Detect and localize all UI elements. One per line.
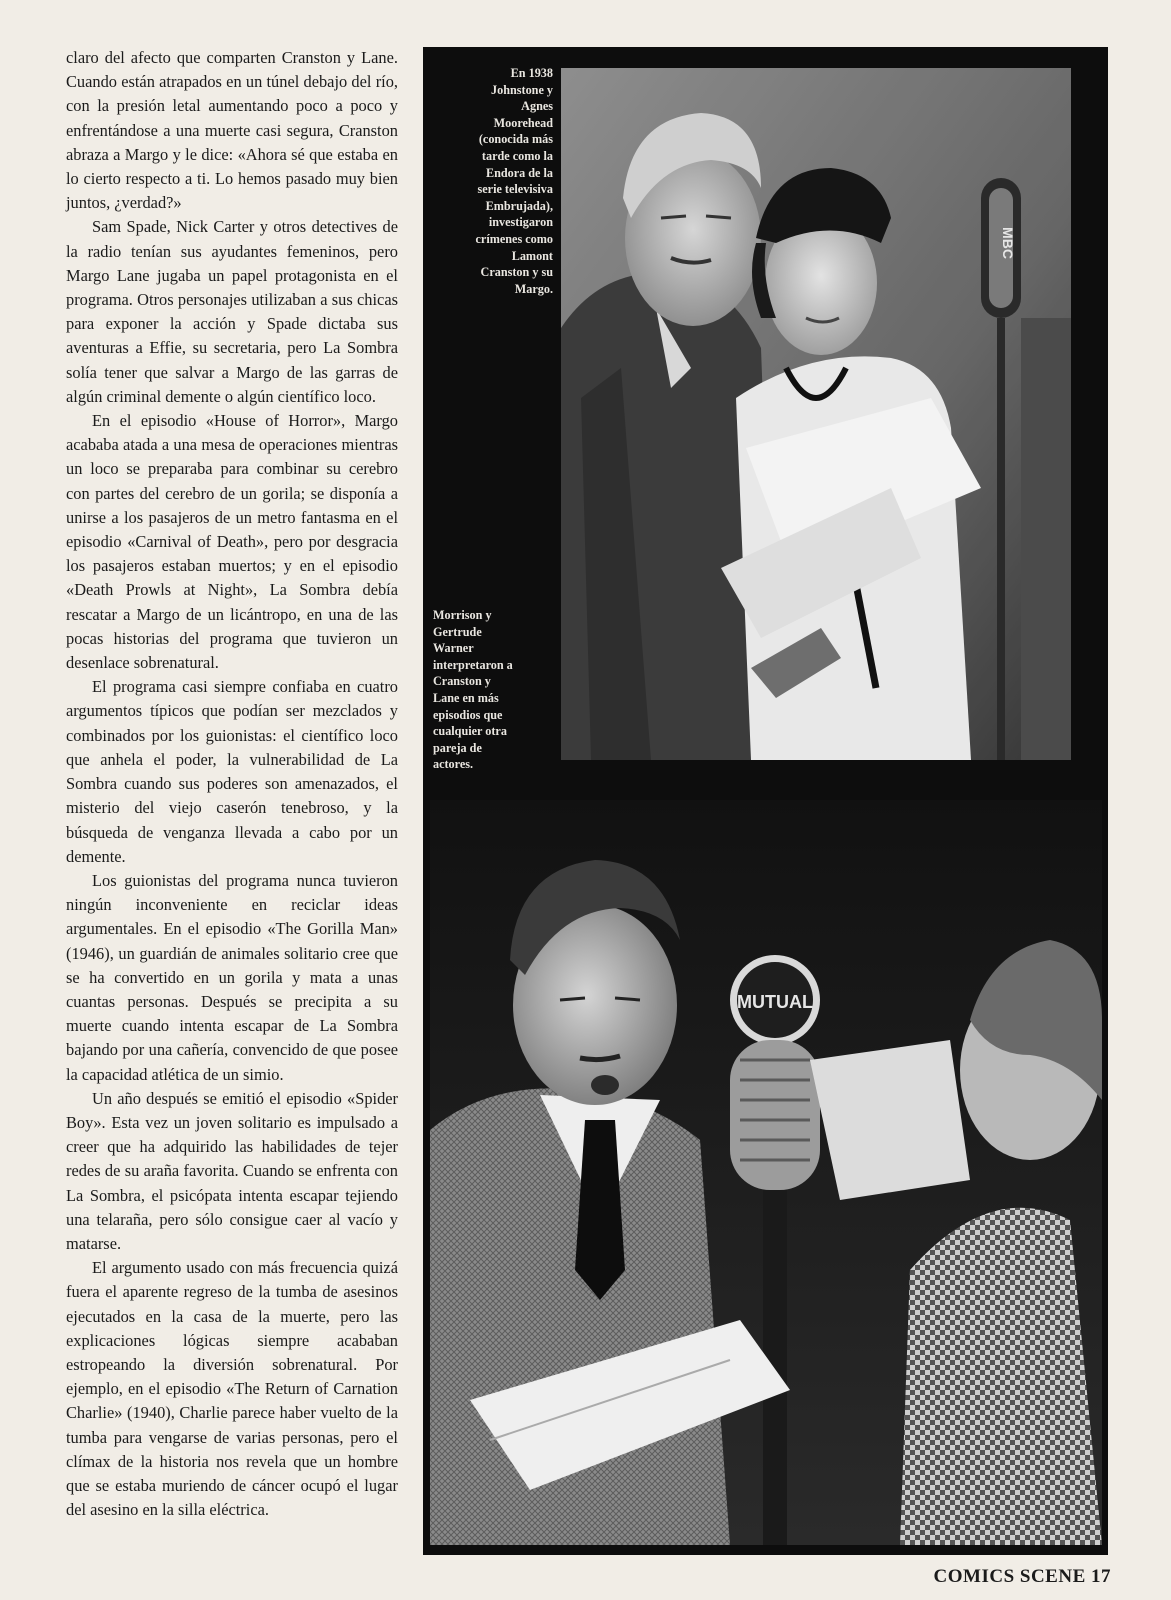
article-paragraph: Sam Spade, Nick Carter y otros detectives de la radio tenían sus ayudantes femeninos, pero Margo Lane jugaba un papel protagonista en el programa. Otros personajes utilizaban a sus chicas para exponer la acción y Spade dictaba sus aventuras a Effie, su secretaria, pero La Sombra solía tener que salvar a Margo de las garras de algún criminal demente o algún científico loco. <box>66 217 398 406</box>
photo-morrison-warner <box>430 800 1102 1545</box>
photo-caption-bottom: Morrison y Gertrude Warner interpretaron a Cranston y Lane en más episodios que cualquier otra pareja de actores. <box>433 608 513 772</box>
article-paragraph: El argumento usado con más frecuencia quizá fuera el aparente regreso de la tumba de asesinos ejecutados en la casa de la muerte, pero las explicaciones lógicas siempre acababan estropeando la diversión sobrenatural. Por ejemplo, en el episodio «The Return of Carnation Charlie» (1940), Charlie parece haber vuelto de la tumba para vengarse de varias personas, pero el clímax de la historia nos revela que un hombre que se estaba muriendo de cáncer ocupó el lugar del asesino en la silla eléctrica. <box>66 1258 398 1520</box>
article-paragraph: El programa casi siempre confiaba en cuatro argumentos típicos que podían ser mezclados y combinados por los guionistas: el científico loco que anhela el poder, la vulnerabilidad de La Sombra cuando sus poderes son amenazados, el misterio del viejo caserón tenebroso, y la búsqueda de venganza llevada a cabo por un demente. <box>66 677 398 866</box>
photo-johnstone-moorehead <box>561 68 1071 760</box>
article-column <box>66 46 398 1522</box>
article-paragraph: claro del afecto que comparten Cranston y Lane. Cuando están atrapados en un túnel debajo del río, con la presión letal aumentando poco a poco y enfrentándose a una muerte casi segura, Cranston abraza a Margo y le dice: «Ahora sé que estaba en lo cierto respecto a ti. Lo hemos pasado muy bien juntos, ¿verdad?» <box>66 48 398 213</box>
photo-caption-top: En 1938 Johnstone y Agnes Moorehead (conocida más tarde como la Endora de la serie televisiva Embrujada), investigaron crímenes como Lamont Cranston y su Margo. <box>475 66 553 296</box>
article-paragraph: Un año después se emitió el episodio «Spider Boy». Esta vez un joven solitario es impulsado a creer que ha adquirido las habilidades de tejer redes de su araña favorita. Cuando se enfrenta con La Sombra, el psicópata intenta escapar tejiendo una telaraña, pero sólo consigue caer al vacío y matarse. <box>66 1088 398 1253</box>
page-folio: COMICS SCENE 17 <box>933 1566 1111 1587</box>
article-paragraph: En el episodio «House of Horror», Margo acababa atada a una mesa de operaciones mientras un loco se preparaba para combinar su cerebro con partes del cerebro de un gorila; se disponía a unirse a los pasajeros de un metro fantasma en el episodio «Carnival of Death», pero por desgracia los pasajeros estaban muertos; y en el episodio «Death Prowls at Night», La Sombra debía rescatar a Margo de un licántropo, en una de las pocas historias del programa que tuvieron un desenlace sobrenatural. <box>66 411 398 673</box>
microphone-logo-text: MBC <box>1000 227 1016 259</box>
microphone-logo-text: MUTUAL <box>737 992 813 1012</box>
photo-panel <box>423 47 1108 1555</box>
article-paragraph: Los guionistas del programa nunca tuvieron ningún inconveniente en reciclar ideas argumentales. En el episodio «The Gorilla Man» (1946), un guardián de animales solitario cree que se ha convertido en un gorila y mata a unas cuantas personas. Después se precipita a su muerte cuando intenta escapar de La Sombra bajando por una cañería, convencido de que posee la capacidad atlética de un simio. <box>66 870 398 1084</box>
